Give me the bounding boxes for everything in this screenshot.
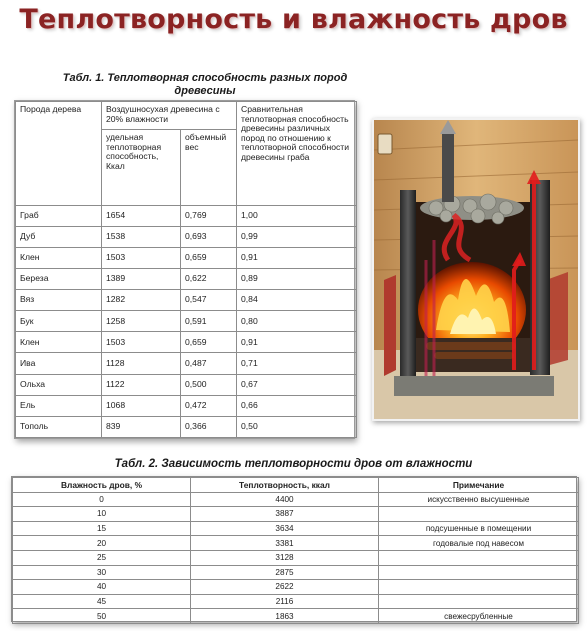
sauna-stove-image xyxy=(372,118,580,421)
cell-weight: 0,769 xyxy=(181,205,237,226)
cell-heat: 1389 xyxy=(102,268,181,289)
table-row xyxy=(16,395,357,416)
page-title: Теплотворность и влажность дров xyxy=(19,4,568,35)
cell-weight: 0,659 xyxy=(181,332,237,353)
cell-humidity: 20 xyxy=(13,536,191,551)
stove-illustration xyxy=(374,120,578,419)
header-comparative: Сравнительная теплотворная способность древесины различных пород по отношению к теплотворной способности древесины граба xyxy=(237,102,357,206)
cell-heat: 1068 xyxy=(102,395,181,416)
cell-ratio: 0,80 xyxy=(237,311,357,332)
cell-note: искусственно высушенные xyxy=(379,492,579,507)
cell-breed: Дуб xyxy=(16,226,102,247)
table-row xyxy=(16,311,357,332)
cell-heat: 1258 xyxy=(102,311,181,332)
cell-weight: 0,500 xyxy=(181,374,237,395)
cell-heat: 3634 xyxy=(191,521,379,536)
table-row xyxy=(16,290,357,311)
cell-humidity: 25 xyxy=(13,550,191,565)
table-row xyxy=(13,492,579,507)
cell-weight: 0,366 xyxy=(181,416,237,437)
table-row xyxy=(13,580,579,595)
cell-note: свежесрубленные xyxy=(379,609,579,624)
cell-humidity: 10 xyxy=(13,507,191,522)
table-row xyxy=(13,609,579,624)
table1-caption: Табл. 1. Теплотворная способность разных пород древесины xyxy=(62,72,348,97)
cell-ratio: 0,66 xyxy=(237,395,357,416)
table-row xyxy=(16,374,357,395)
cell-heat: 1128 xyxy=(102,353,181,374)
table-row xyxy=(13,550,579,565)
cell-heat: 2116 xyxy=(191,594,379,609)
cell-breed: Граб xyxy=(16,205,102,226)
cell-note xyxy=(379,580,579,595)
cell-heat: 1122 xyxy=(102,374,181,395)
table-row xyxy=(13,565,579,580)
cell-breed: Клен xyxy=(16,247,102,268)
cell-weight: 0,659 xyxy=(181,247,237,268)
header-air-dry: Воздушносухая древесина с 20% влажности xyxy=(102,102,237,130)
cell-breed: Береза xyxy=(16,268,102,289)
cell-ratio: 0,89 xyxy=(237,268,357,289)
cell-heat: 3128 xyxy=(191,550,379,565)
cell-breed: Бук xyxy=(16,311,102,332)
cell-ratio: 0,99 xyxy=(237,226,357,247)
table-row xyxy=(16,205,357,226)
table-row xyxy=(16,332,357,353)
header-specific-heat: удельная теплотворная способность, Ккал xyxy=(102,130,181,205)
table-row xyxy=(16,247,357,268)
cell-humidity: 45 xyxy=(13,594,191,609)
table-row xyxy=(13,507,579,522)
cell-heat: 2622 xyxy=(191,580,379,595)
cell-note xyxy=(379,507,579,522)
table2-caption: Табл. 2. Зависимость теплотворности дров от влажности xyxy=(114,458,473,470)
table-row xyxy=(13,594,579,609)
cell-breed: Ольха xyxy=(16,374,102,395)
cell-weight: 0,591 xyxy=(181,311,237,332)
cell-ratio: 0,71 xyxy=(237,353,357,374)
cell-heat: 839 xyxy=(102,416,181,437)
table-row xyxy=(13,536,579,551)
cell-breed: Клен xyxy=(16,332,102,353)
table-row xyxy=(16,416,357,437)
cell-humidity: 40 xyxy=(13,580,191,595)
cell-weight: 0,472 xyxy=(181,395,237,416)
heat-capacity-table xyxy=(14,100,355,439)
cell-heat: 3887 xyxy=(191,507,379,522)
cell-breed: Ива xyxy=(16,353,102,374)
cell-heat: 3381 xyxy=(191,536,379,551)
cell-heat: 2875 xyxy=(191,565,379,580)
cell-note: годовалые под навесом xyxy=(379,536,579,551)
cell-note xyxy=(379,594,579,609)
cell-ratio: 0,91 xyxy=(237,247,357,268)
cell-weight: 0,547 xyxy=(181,290,237,311)
header-note: Примечание xyxy=(379,478,579,493)
cell-heat: 1503 xyxy=(102,332,181,353)
cell-note: подсушенные в помещении xyxy=(379,521,579,536)
header-heat: Теплотворность, ккал xyxy=(191,478,379,493)
table-row xyxy=(16,268,357,289)
cell-heat: 1654 xyxy=(102,205,181,226)
cell-weight: 0,622 xyxy=(181,268,237,289)
cell-ratio: 0,84 xyxy=(237,290,357,311)
table-row xyxy=(16,226,357,247)
cell-heat: 1863 xyxy=(191,609,379,624)
cell-breed: Тополь xyxy=(16,416,102,437)
cell-weight: 0,693 xyxy=(181,226,237,247)
cell-breed: Вяз xyxy=(16,290,102,311)
cell-humidity: 30 xyxy=(13,565,191,580)
humidity-table xyxy=(11,476,577,622)
cell-heat: 1282 xyxy=(102,290,181,311)
header-breed: Порода дерева xyxy=(16,102,102,206)
cell-ratio: 0,67 xyxy=(237,374,357,395)
cell-humidity: 15 xyxy=(13,521,191,536)
cell-ratio: 0,91 xyxy=(237,332,357,353)
cell-ratio: 1,00 xyxy=(237,205,357,226)
header-humidity: Влажность дров, % xyxy=(13,478,191,493)
table-row xyxy=(13,521,579,536)
cell-breed: Ель xyxy=(16,395,102,416)
cell-heat: 4400 xyxy=(191,492,379,507)
cell-heat: 1503 xyxy=(102,247,181,268)
cell-humidity: 50 xyxy=(13,609,191,624)
table-row xyxy=(16,353,357,374)
cell-weight: 0,487 xyxy=(181,353,237,374)
cell-note xyxy=(379,550,579,565)
cell-ratio: 0,50 xyxy=(237,416,357,437)
header-volume-weight: объемный вес xyxy=(181,130,237,205)
cell-note xyxy=(379,565,579,580)
cell-heat: 1538 xyxy=(102,226,181,247)
cell-humidity: 0 xyxy=(13,492,191,507)
